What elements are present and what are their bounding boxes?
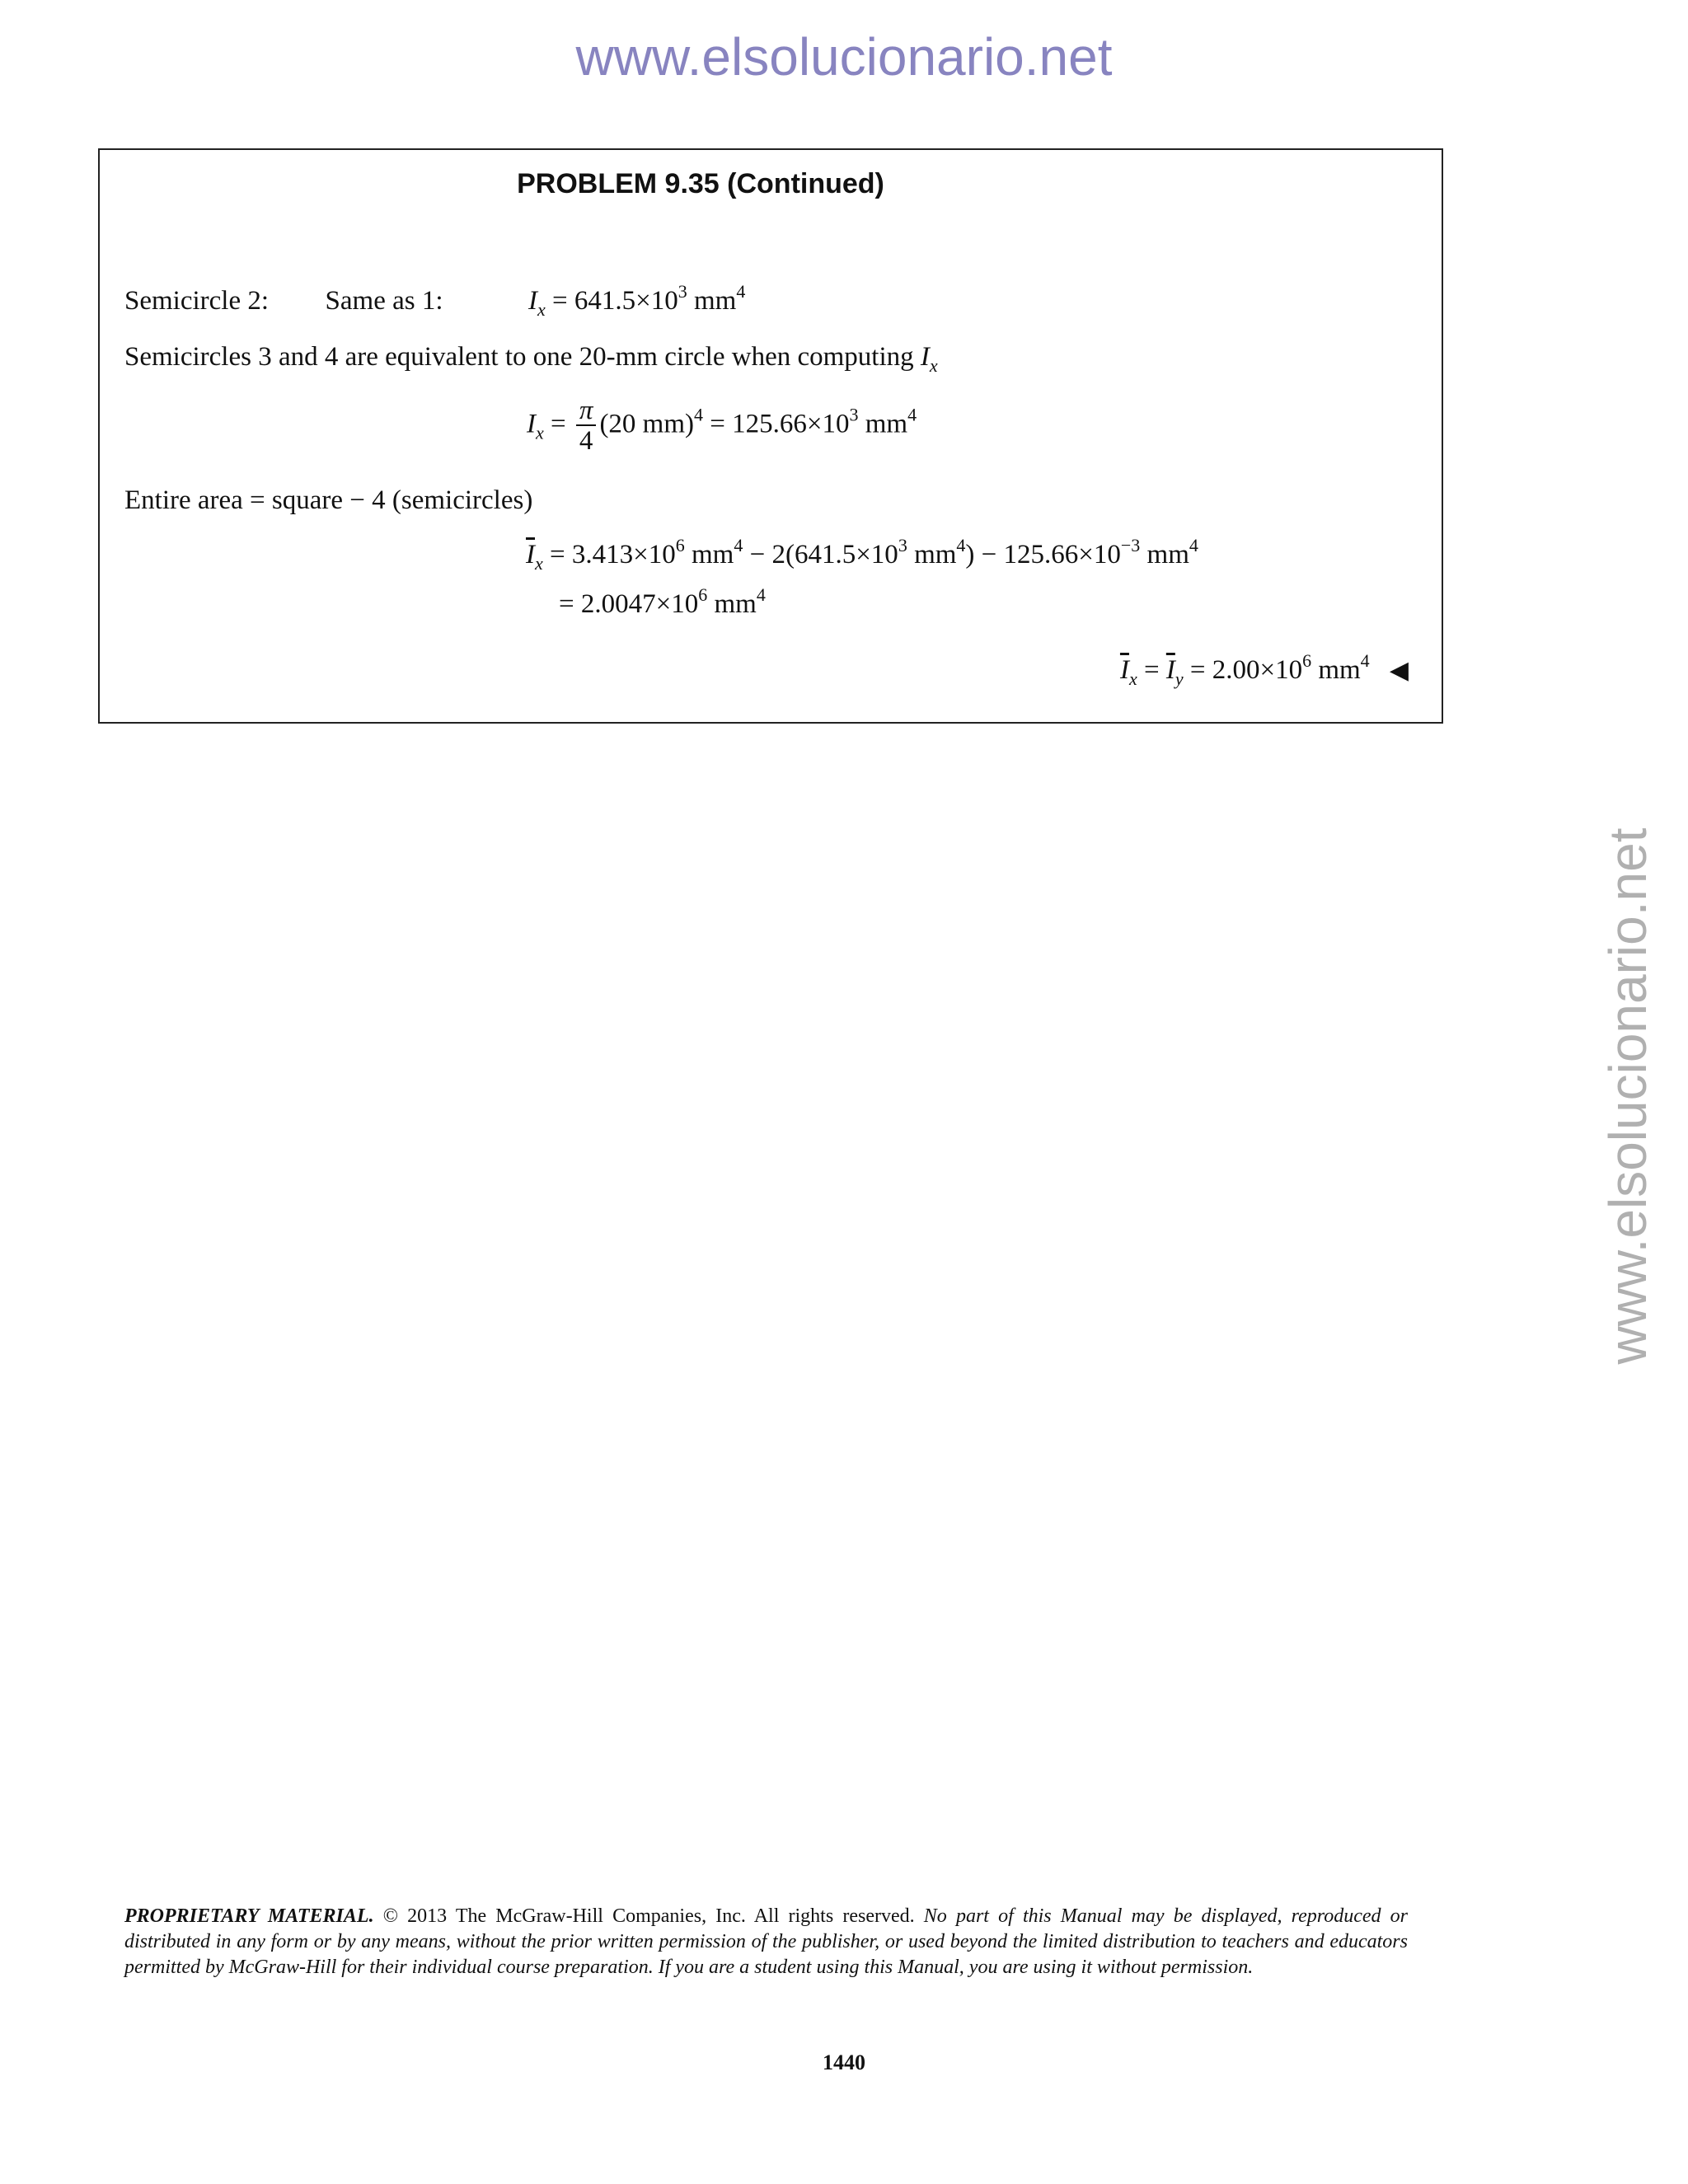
ix-part3-exponent: −3 — [1120, 535, 1141, 555]
fraction-numerator: π — [576, 397, 597, 426]
statement-subscript: x — [929, 355, 938, 376]
statement-symbol: I — [920, 342, 930, 372]
final-iy-subscript: y — [1175, 668, 1184, 689]
ix-result-unit-exponent: 4 — [756, 584, 766, 605]
ix-result-unit: mm — [714, 589, 757, 619]
final-value: = 2.00×10 — [1189, 655, 1303, 685]
ix-bar-symbol: $\overline{I}$ — [526, 540, 535, 569]
final-unit: mm — [1318, 655, 1361, 685]
pi-over-4-fraction — [576, 397, 597, 455]
circle-ix-subscript: x — [536, 422, 544, 443]
watermark-side: www.elsolucionario.net — [1598, 827, 1658, 1365]
semicircle2-label: Semicircle 2: — [124, 286, 270, 316]
ix-part2: − 2(641.5×10 — [749, 540, 898, 569]
final-equals: = — [1143, 655, 1160, 685]
watermark-top: www.elsolucionario.net — [575, 27, 1113, 87]
ix-part1-unit-exponent: 4 — [734, 535, 743, 555]
ix-bar-subscript: x — [535, 553, 543, 574]
circle-value-exponent: 3 — [849, 404, 859, 425]
final-answer — [1119, 650, 1409, 689]
semicircle2-unit: mm — [694, 286, 737, 316]
statement-text: Semicircles 3 and 4 are equivalent to one 20-mm circle when computing — [124, 342, 914, 372]
circle-equation — [527, 397, 917, 455]
circle-unit-exponent: 4 — [907, 404, 917, 425]
footer-notice-text: No part of this Manual may be displayed, reproduced or distributed in any form or by any means, without the prior written permission of the publisher, or used beyond the limited distribution to teachers and educators permitted by McGraw-Hill for their individual course preparation. If you are a student using this Manual, you are using it without permission. — [124, 1905, 1409, 1978]
semicircle2-equation — [528, 281, 746, 320]
footer-copyright: © 2013 The McGraw-Hill Companies, Inc. All rights reserved. — [382, 1905, 915, 1927]
ix-part3-unit-exponent: 4 — [1189, 535, 1198, 555]
circle-value: = 125.66×10 — [710, 409, 850, 439]
problem-title: PROBLEM 9.35 (Continued) — [517, 168, 884, 199]
semicircle2-note: Same as 1: — [325, 286, 443, 316]
ix-part2-unit: mm — [914, 540, 957, 569]
ix-part2-unit-exponent: 4 — [956, 535, 966, 555]
circle-unit: mm — [865, 409, 908, 439]
semicircles-statement — [124, 342, 938, 376]
final-exponent: 6 — [1302, 650, 1312, 671]
final-iy-symbol: $\overline{I}$ — [1165, 655, 1175, 685]
fraction-denominator: 4 — [579, 426, 593, 456]
ix-bar-equation — [526, 535, 1198, 574]
footer-notice — [124, 1904, 1408, 1980]
ix-result-value: = 2.0047×10 — [559, 589, 699, 619]
answer-arrow-icon: ◀ — [1389, 657, 1409, 684]
circle-equals: = — [551, 409, 566, 439]
ix-part2-exponent: 3 — [898, 535, 907, 555]
semicircle2-unit-exponent: 4 — [736, 281, 746, 302]
semicircle2-line — [124, 286, 443, 316]
circle-ix-symbol: I — [527, 409, 536, 439]
solution-box — [98, 148, 1443, 724]
circle-term: (20 mm) — [599, 409, 695, 439]
ix-subscript: x — [537, 299, 546, 320]
footer-bold-label: PROPRIETARY MATERIAL. — [124, 1905, 374, 1927]
semicircle2-exponent: 3 — [678, 281, 687, 302]
ix-result — [559, 584, 766, 620]
ix-result-exponent: 6 — [698, 584, 708, 605]
semicircle2-value: = 641.5×10 — [552, 286, 678, 316]
ix-symbol: I — [528, 286, 537, 316]
page-number: 1440 — [823, 2050, 865, 2074]
entire-area-statement: Entire area = square − 4 (semicircles) — [124, 485, 533, 515]
ix-part3-unit: mm — [1146, 540, 1189, 569]
ix-part1: = 3.413×10 — [550, 540, 676, 569]
final-ix-symbol: $\overline{I}$ — [1119, 655, 1129, 685]
ix-part3: ) − 125.66×10 — [965, 540, 1121, 569]
final-ix-subscript: x — [1128, 668, 1137, 689]
final-unit-exponent: 4 — [1360, 650, 1370, 671]
circle-term-exponent: 4 — [694, 404, 704, 425]
ix-part1-unit: mm — [692, 540, 734, 569]
ix-part1-exponent: 6 — [675, 535, 685, 555]
